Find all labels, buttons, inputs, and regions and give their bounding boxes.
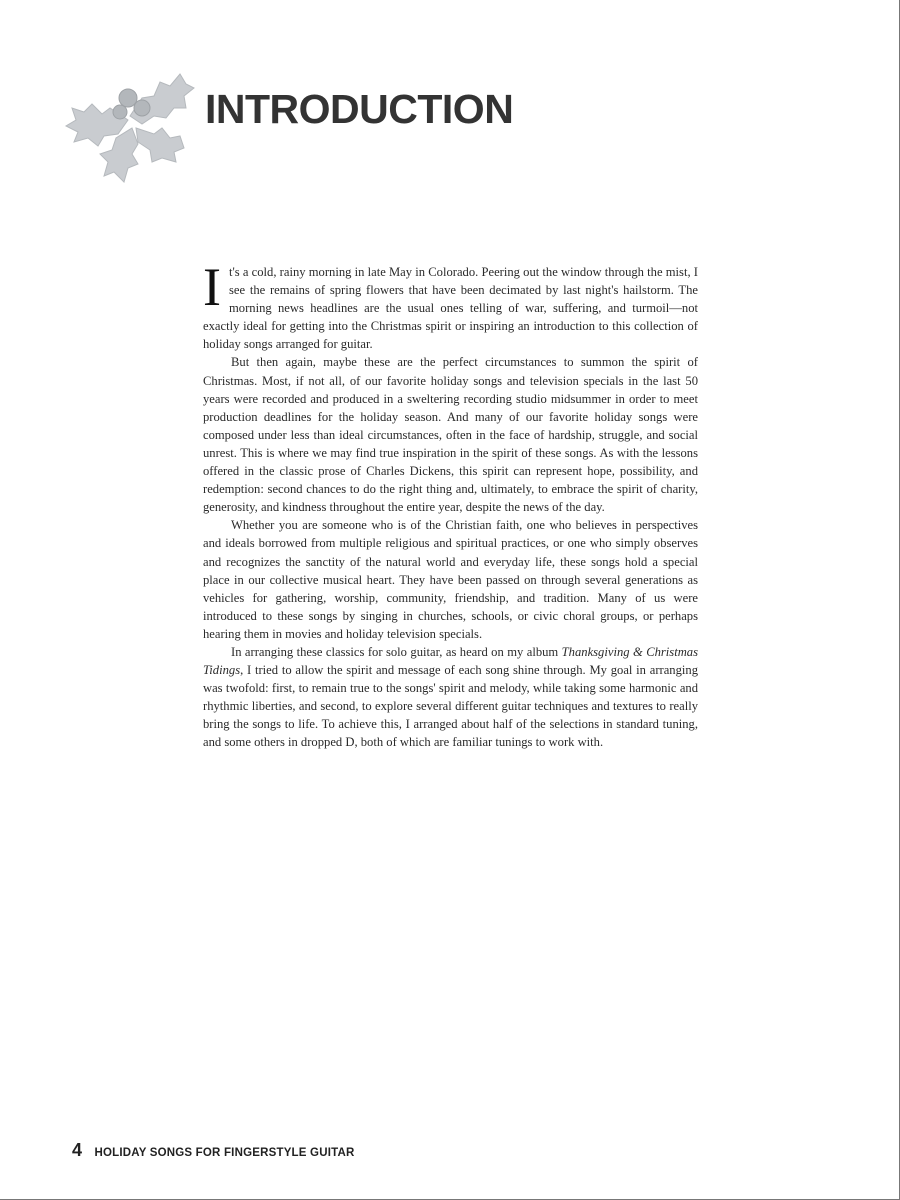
paragraph-4 [203, 643, 698, 752]
paragraph-1-text: t's a cold, rainy morning in late May in Colorado. Peering out the window through the mist, I see the remains of spring flowers that have been decimated by last night's hailstorm. The morning news headlines are the usual ones telling of war, suffering, and turmoil—not exactly ideal for getting into the Christmas spirit or inspiring an introduction to this collection of holiday songs arranged for guitar. [203, 265, 698, 352]
paragraph-3: Whether you are someone who is of the Christian faith, one who believes in perspectives and ideals borrowed from multiple religious and spiritual practices, or one who simply observes and recognizes the sanctity of the natural world and everyday life, these songs hold a special place in our collective musical heart. They have been passed on through several generations as vehicles for gathering, worship, community, friendship, and tradition. Many of us were introduced to these songs by singing in churches, schools, or civic choral groups, or perhaps hearing them in movies and holiday television specials. [203, 518, 698, 641]
paragraph-2: But then again, maybe these are the perfect circumstances to summon the spirit of Christmas. Most, if not all, of our favorite holiday songs and television specials in the last 50 years were recorded and produced in a sweltering recording studio midsummer in order to meet production deadlines for the holiday season. And many of our favorite holiday songs were composed under less than ideal circumstances, often in the face of hardship, struggle, and social unrest. This is where we may find true inspiration in the spirit of these songs. As with the lessons offered in the classic prose of Charles Dickens, this spirit can represent hope, possibility, and redemption: second chances to do the right thing and, ultimately, to embrace the spirit of charity, generosity, and kindness throughout the entire year, despite the news of the day. [203, 355, 698, 515]
page-title: INTRODUCTION [205, 86, 514, 132]
page-footer [72, 1140, 354, 1161]
introduction-body [203, 257, 698, 752]
page-number: 4 [72, 1140, 83, 1160]
holly-icon [58, 58, 198, 193]
paragraph-4-intro: In arranging these classics for solo guitar, as heard on my album [231, 644, 562, 659]
album-title: Thanksgiving & Christmas Tidings [203, 644, 698, 678]
running-title: HOLIDAY SONGS FOR FINGERSTYLE GUITAR [94, 1147, 355, 1159]
drop-cap: I [203, 257, 221, 317]
paragraph-1 [203, 257, 698, 353]
paragraph-4-rest: , I tried to allow the spirit and message of each song shine through. My goal in arranging was twofold: first, to remain true to the songs' spirit and melody, while taking some harmonic and rhythmic liberties, and second, to explore several different guitar techniques and textures to really bring the songs to life. To achieve this, I arranged about half of the selections in standard tuning, and some others in dropped D, both of which are familiar tunings to work with. [203, 663, 698, 750]
